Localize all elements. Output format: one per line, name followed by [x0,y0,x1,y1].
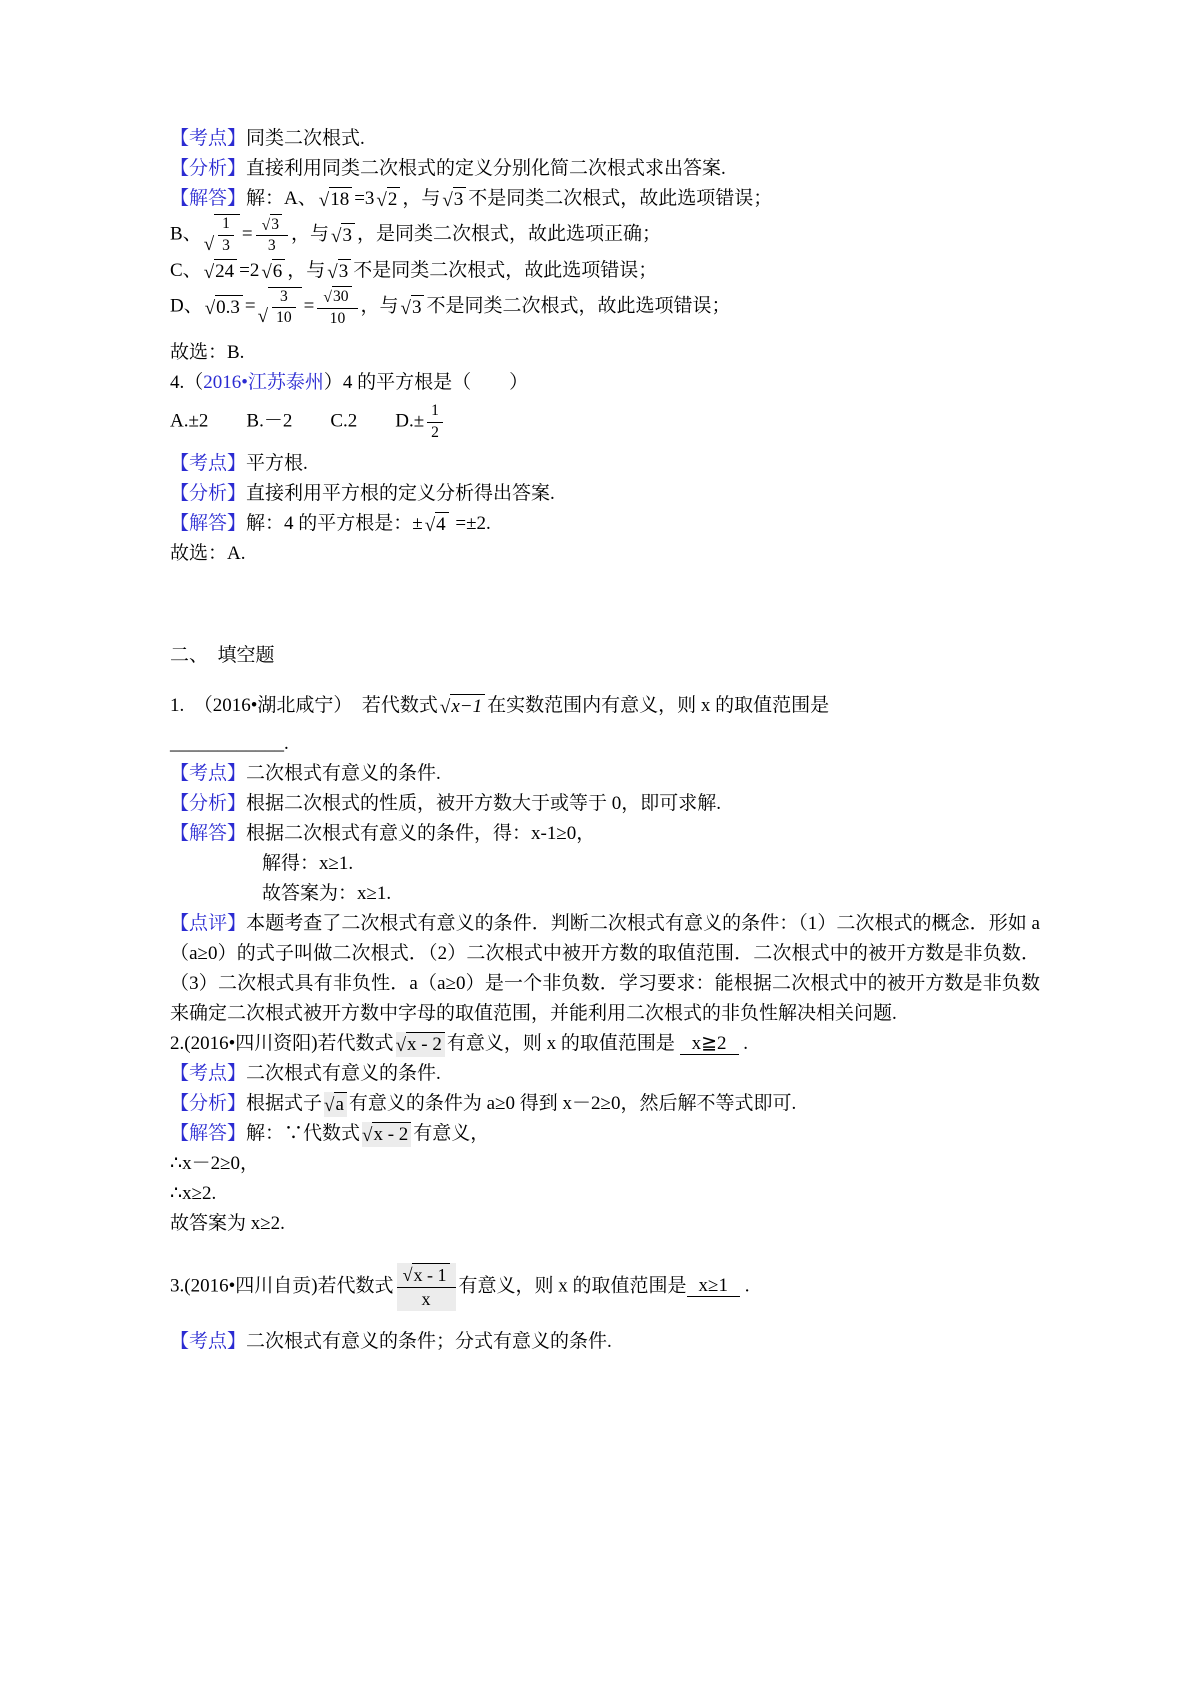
fraction [256,214,288,256]
blank-answer-line [170,729,1040,759]
text-run: x - 2 [373,1123,409,1145]
text-run: B、 [170,223,202,245]
text-run: 1. （2016•湖北咸宁） 若代数式 [170,694,438,716]
text-run: 18 [330,189,350,211]
radical-sign-icon: √ [376,190,387,212]
sqrt-expression [362,1122,411,1147]
text-run: 同类二次根式. [246,128,365,149]
fraction-denominator [272,308,296,328]
sqrt-expression [262,214,282,234]
text-run: 有意义， [413,1122,490,1144]
text-run: 故选：A. [170,542,246,564]
fenxi-line-3 [170,789,1040,819]
text-run: 二次根式有意义的条件. [246,762,441,784]
fraction-denominator [427,423,443,443]
text-run: 2 [387,189,398,211]
label-text: 【考点】 [170,128,247,149]
text-run: 3 [338,261,349,283]
text-run: ，是同类二次根式，故此选项正确； [356,223,661,245]
radicand [341,223,355,248]
text-run: 直接利用同类二次根式的定义分别化简二次根式求出答案. [246,158,726,179]
text-run: 2 [431,424,439,441]
sqrt-expression [442,187,466,212]
text-run: A.±2 B.－2 C.2 D.± [170,410,425,432]
radical-sign-icon: √ [402,1265,413,1286]
fenxi-line-4 [170,1089,1040,1119]
label-text: 【分析】 [170,1092,247,1114]
label-text: 【解答】 [170,512,247,534]
text-run: . [738,1032,749,1054]
text-run: 在实数范围内有意义，则 x 的取值范围是 [487,694,830,716]
solution-answer-line [170,879,1040,909]
problem-2-line [170,1029,1040,1059]
text-run: 3 [453,189,464,211]
text-run: 3 [222,237,230,255]
radical-sign-icon: √ [204,297,216,319]
radicand [215,295,243,320]
radical-sign-icon: √ [362,1124,373,1146]
fraction-denominator [256,236,288,256]
radicand [338,259,352,284]
radical-sign-icon: √ [424,514,436,536]
question-4-choices [170,402,1040,442]
text-run: 根据二次根式有意义的条件，得：x-1≥0， [246,822,596,844]
kaodian-line-3 [170,759,1040,789]
sqrt-expression [204,214,240,255]
option-d-line [170,286,1040,328]
text-run: 3 [279,287,288,305]
radicand [268,287,302,328]
underlined-answer: x≧2 [680,1033,739,1055]
solution-step-line [170,849,1040,879]
text-run: 有意义，则 x 的取值范围是 [446,1032,680,1054]
text-run: 不是同类二次根式，故此选项错误； [426,295,731,317]
label-text: 【解答】 [170,1122,247,1144]
text-run: 1 [431,402,439,420]
text-run: 6 [272,261,283,283]
text-run: ∴x－2≥0， [170,1152,260,1174]
radical-sign-icon: √ [324,1094,335,1116]
option-c-line [170,256,1040,286]
text-run: 24 [215,261,235,283]
sqrt-expression [327,259,351,284]
kaodian-line-4 [170,1059,1040,1089]
text-run: D、 [170,295,203,317]
text-run: 4.（ [170,372,204,394]
sqrt-expression [319,187,352,212]
section-heading [170,641,1040,671]
answer-statement-line [170,1209,1040,1239]
radicand [412,1263,449,1287]
radical-sign-icon: √ [442,190,453,212]
text-run: =2 [239,260,260,282]
text-run: 3 [342,224,352,246]
sqrt-expression [258,287,302,328]
radical-sign-icon: √ [323,288,332,306]
text-run: = [241,223,253,245]
fraction [317,286,357,328]
text-run: 3.(2016•四川自贡)若代数式 [170,1275,394,1297]
radical-sign-icon: √ [203,233,215,255]
text-run: 解：A、 [246,188,317,209]
option-b-line [170,214,1040,256]
text-run: 解得：x≥1. [262,852,354,874]
text-run: . [739,1275,750,1297]
jieda-line-option-a [170,184,1040,214]
deduction-line-2 [170,1179,1040,1209]
text-run: ，与 [287,260,326,282]
radicand [332,286,352,306]
text-run: = [244,295,256,317]
radical-sign-icon: √ [257,306,269,328]
text-run: 故答案为 x≥2. [170,1212,285,1234]
sqrt-expression [401,295,425,320]
sqrt-expression [440,694,485,719]
radicand [450,694,485,719]
label-text: 【点评】 [170,912,247,934]
text-run: 3 [267,237,276,255]
text-run: 有意义，则 x 的取值范围是 [458,1275,687,1297]
radicand [334,1092,346,1117]
text-run: ____________. [170,732,289,754]
radicand [406,1032,445,1057]
text-run: = [303,295,315,317]
text-run: 10 [276,309,292,327]
text-run: 二、 填空题 [170,644,275,666]
text-run: x - 2 [407,1033,442,1055]
radicand [214,259,237,284]
kaodian-line-2 [170,449,1040,479]
radicand [387,187,401,212]
radical-sign-icon: √ [261,216,271,234]
text-run: 平方根. [246,452,308,474]
text-run: 故选：B. [170,342,245,364]
label-text: 2016•江苏泰州 [203,372,324,394]
radical-sign-icon: √ [203,262,215,284]
text-run: 根据式子 [246,1092,323,1114]
answer-line-q3 [170,338,1040,368]
underlined-answer: x≥1 [687,1275,740,1297]
text-run: 3 [271,216,279,233]
text-run: 本题考查了二次根式有意义的条件．判断二次根式有意义的条件：（1）二次根式的概念．形如 a（a≥0）的式子叫做二次根式．（2）二次根式中被开方数的取值范围．二次根式中的被开方数是非负数．（3）二次根式具有非负性．a（a≥0）是一个非负数．学习要求：能根据二次根式中的被开方数是非负数来确定二次根式被开方数中字母的取值范围，并能利用二次根式的非负性解决相关问题. [170,912,1040,1024]
sqrt-expression [396,1032,445,1057]
label-text: 【解答】 [170,822,247,844]
text-run: x - 1 [413,1264,447,1285]
problem-3-line [170,1263,1040,1311]
radical-sign-icon: √ [439,696,451,718]
text-run: x [421,1289,431,1310]
label-text: 【分析】 [170,482,247,504]
text-run: 不是同类二次根式，故此选项错误； [353,260,658,282]
radicand [272,259,286,284]
text-run: 根据二次根式的性质，被开方数大于或等于 0，即可求解. [246,792,722,814]
text-run: a [335,1093,344,1115]
radical-sign-icon: √ [327,262,338,284]
jieda-line-4 [170,1119,1040,1149]
radical-sign-icon: √ [395,1034,406,1056]
label-text: 【考点】 [170,452,247,474]
text-run: x−1 [451,695,483,717]
text-run: 故答案为：x≥1. [262,882,392,904]
sqrt-expression [324,1092,347,1117]
label-text: 【分析】 [170,792,247,814]
text-run: ，与 [402,188,441,209]
fraction-denominator [317,309,357,329]
fenxi-line-2 [170,479,1040,509]
radical-sign-icon: √ [331,225,342,247]
radicand [435,512,449,537]
label-text: 【考点】 [170,1330,247,1352]
text-run: 不是同类二次根式，故此选项错误； [468,188,773,209]
fraction [397,1263,456,1311]
fraction-numerator [272,288,296,309]
text-run: 解：4 的平方根是：± [246,512,423,534]
text-run: =3 [354,188,375,209]
text-run: 1 [222,215,230,233]
radicand [411,295,425,320]
radicand [372,1122,411,1147]
text-run: ，与 [291,223,330,245]
fenxi-line-1 [170,154,1040,184]
deduction-line-1 [170,1149,1040,1179]
text-run: ∴x≥2. [170,1182,217,1204]
sqrt-expression [323,286,351,306]
text-run: ）4 的平方根是（ ） [323,372,529,394]
label-text: 【分析】 [170,158,247,179]
radical-sign-icon: √ [400,297,411,319]
fraction-denominator [397,1288,456,1311]
sqrt-expression [403,1263,450,1287]
text-run: ，与 [360,295,399,317]
radical-sign-icon: √ [261,262,272,284]
fraction-numerator [397,1263,456,1289]
question-4-line [170,368,1040,398]
answer-line-q4 [170,539,1040,569]
fraction-numerator [256,214,288,236]
radicand [270,214,282,234]
radical-sign-icon: √ [318,190,330,212]
fraction-numerator [317,286,357,308]
text-run: 解：∵代数式 [246,1122,361,1144]
sqrt-expression [204,259,237,284]
radicand [453,187,467,212]
sqrt-expression [205,295,243,320]
sqrt-expression [261,259,285,284]
fraction [427,402,443,442]
sqrt-expression [376,187,400,212]
fraction [272,288,296,328]
text-run: 10 [329,309,346,327]
text-run: 二次根式有意义的条件；分式有意义的条件. [246,1330,612,1352]
problem-1-line [170,691,1040,721]
text-run: C、 [170,260,202,282]
label-text: 【考点】 [170,1062,247,1084]
text-run: 2.(2016•四川资阳)若代数式 [170,1032,394,1054]
sqrt-expression [425,512,449,537]
fraction-numerator [218,215,234,236]
fraction-numerator [427,402,443,423]
text-run: 3 [411,296,422,318]
radicand [214,214,240,255]
label-text: 【考点】 [170,762,247,784]
dianping-paragraph [170,909,1040,1029]
text-run: 有意义的条件为 a≥0 得到 x－2≥0，然后解不等式即可. [348,1092,797,1114]
text-run: 0.3 [216,296,240,318]
text-run: 30 [332,288,349,306]
jieda-line-3 [170,819,1040,849]
text-run: =±2. [450,512,491,534]
radicand [329,187,352,212]
jieda-line-2 [170,509,1040,539]
kaodian-line-5 [170,1327,1040,1357]
text-run: 4 [436,513,446,535]
label-text: 【解答】 [170,188,247,209]
text-run: 直接利用平方根的定义分析得出答案. [246,482,555,504]
sqrt-expression [331,223,355,248]
fraction-denominator [218,236,234,256]
fraction [218,215,234,255]
kaodian-line-1 [170,124,1040,154]
text-run: 二次根式有意义的条件. [246,1062,441,1084]
